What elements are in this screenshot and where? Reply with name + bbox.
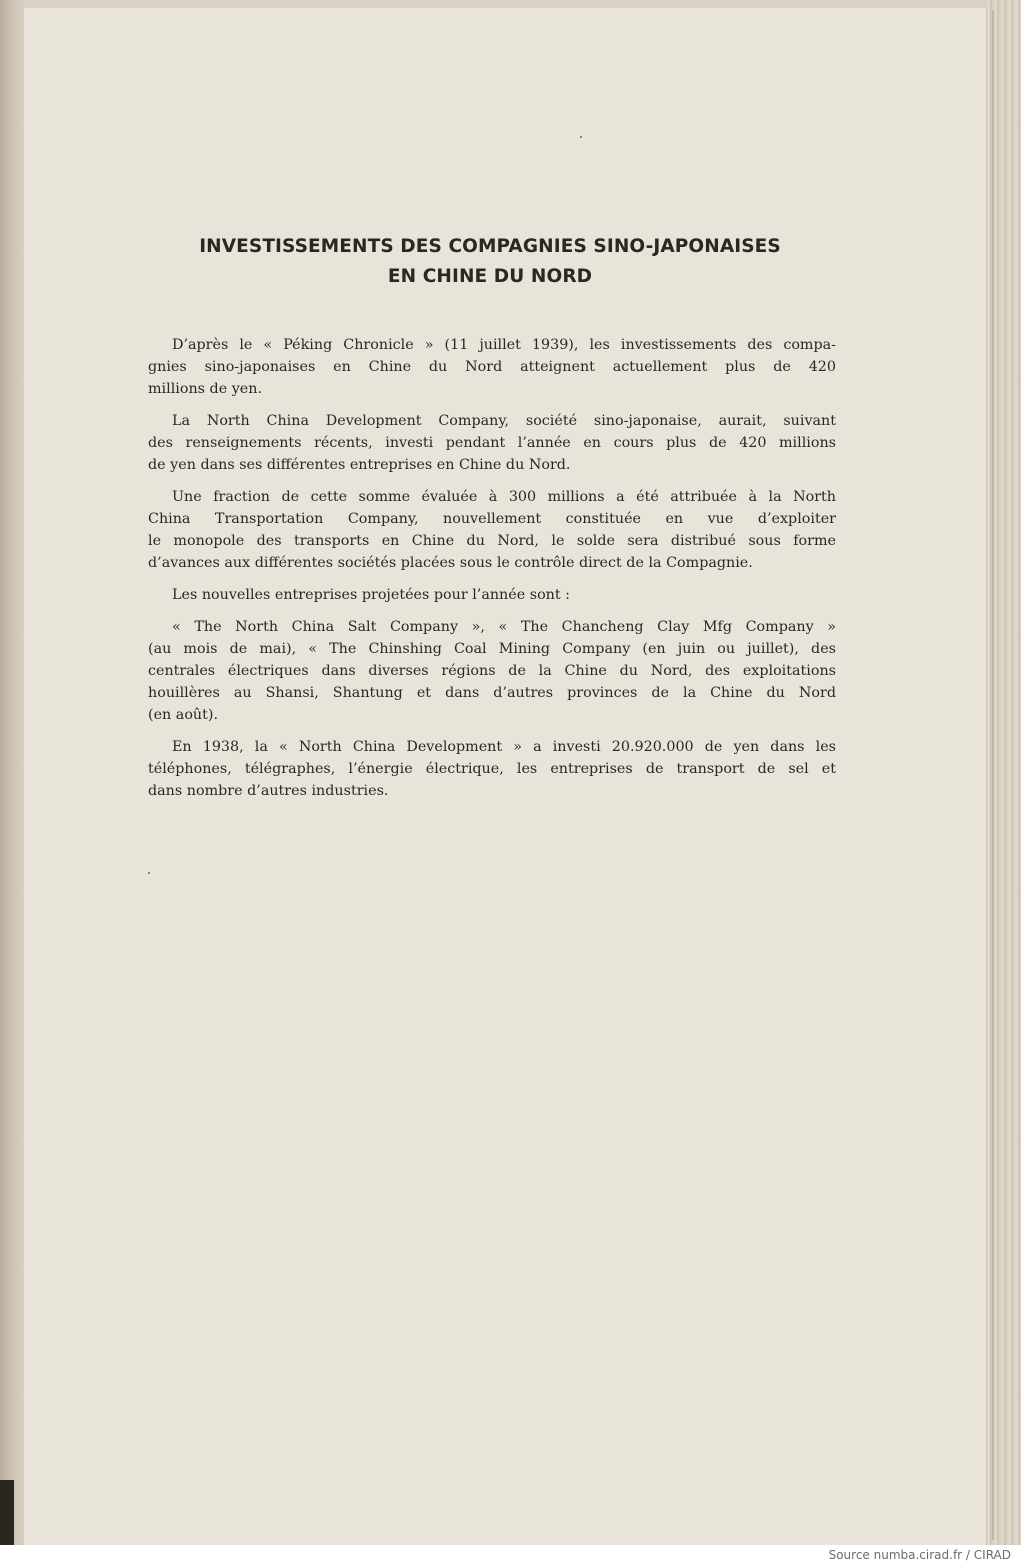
binding-shadow	[0, 1480, 14, 1545]
page-edge-line	[992, 10, 994, 1540]
text-line: « The North China Salt Company », « The Chancheng Clay Mfg Company »	[172, 619, 836, 635]
text-line: houillères au Shansi, Shantung et dans d’autres provinces de la Chine du Nord	[148, 685, 836, 701]
source-credit: Source numba.cirad.fr / CIRAD	[828, 1548, 1011, 1562]
paper-speck	[148, 872, 150, 874]
text-line: Les nouvelles entreprises projetées pour l’année sont :	[172, 587, 570, 603]
document-title	[120, 232, 860, 292]
text-line: En 1938, la « North China Development » a investi 20.920.000 de yen dans les	[172, 739, 836, 755]
text-line: (en août).	[148, 707, 218, 723]
text-line: téléphones, télégraphes, l’énergie électrique, les entreprises de transport de sel et	[148, 761, 836, 777]
text-line: (au mois de mai), « The Chinshing Coal Mining Company (en juin ou juillet), des	[148, 641, 836, 657]
text-line: gnies sino-japonaises en Chine du Nord atteignent actuellement plus de 420	[148, 359, 836, 375]
title-line: INVESTISSEMENTS DES COMPAGNIES SINO-JAPONAISES	[199, 236, 781, 257]
text-line: centrales électriques dans diverses régions de la Chine du Nord, des exploitations	[148, 663, 836, 679]
title-line: EN CHINE DU NORD	[387, 266, 593, 287]
text-line: D’après le « Péking Chronicle » (11 juillet 1939), les investissements des compa-	[172, 337, 836, 353]
paragraph	[148, 486, 836, 574]
paragraph	[148, 584, 836, 606]
paragraph	[148, 616, 836, 726]
text-line: de yen dans ses différentes entreprises en Chine du Nord.	[148, 457, 571, 473]
text-line: dans nombre d’autres industries.	[148, 783, 389, 799]
paragraph	[148, 736, 836, 802]
text-line: Une fraction de cette somme évaluée à 300 millions a été attribuée à la North	[172, 489, 836, 505]
text-line: des renseignements récents, investi pendant l’année en cours plus de 420 millions	[148, 435, 836, 451]
text-line: millions de yen.	[148, 381, 262, 397]
text-line: China Transportation Company, nouvellement constituée en vue d’exploiter	[148, 511, 836, 527]
article-body	[148, 334, 836, 812]
paper-speck	[580, 136, 582, 138]
left-page-edge	[0, 0, 24, 1545]
paragraph	[148, 334, 836, 400]
text-line: d’avances aux différentes sociétés placées sous le contrôle direct de la Compagnie.	[148, 555, 753, 571]
text-line: le monopole des transports en Chine du Nord, le solde sera distribué sous forme	[148, 533, 836, 549]
text-line: La North China Development Company, société sino-japonaise, aurait, suivant	[172, 413, 836, 429]
paragraph	[148, 410, 836, 476]
